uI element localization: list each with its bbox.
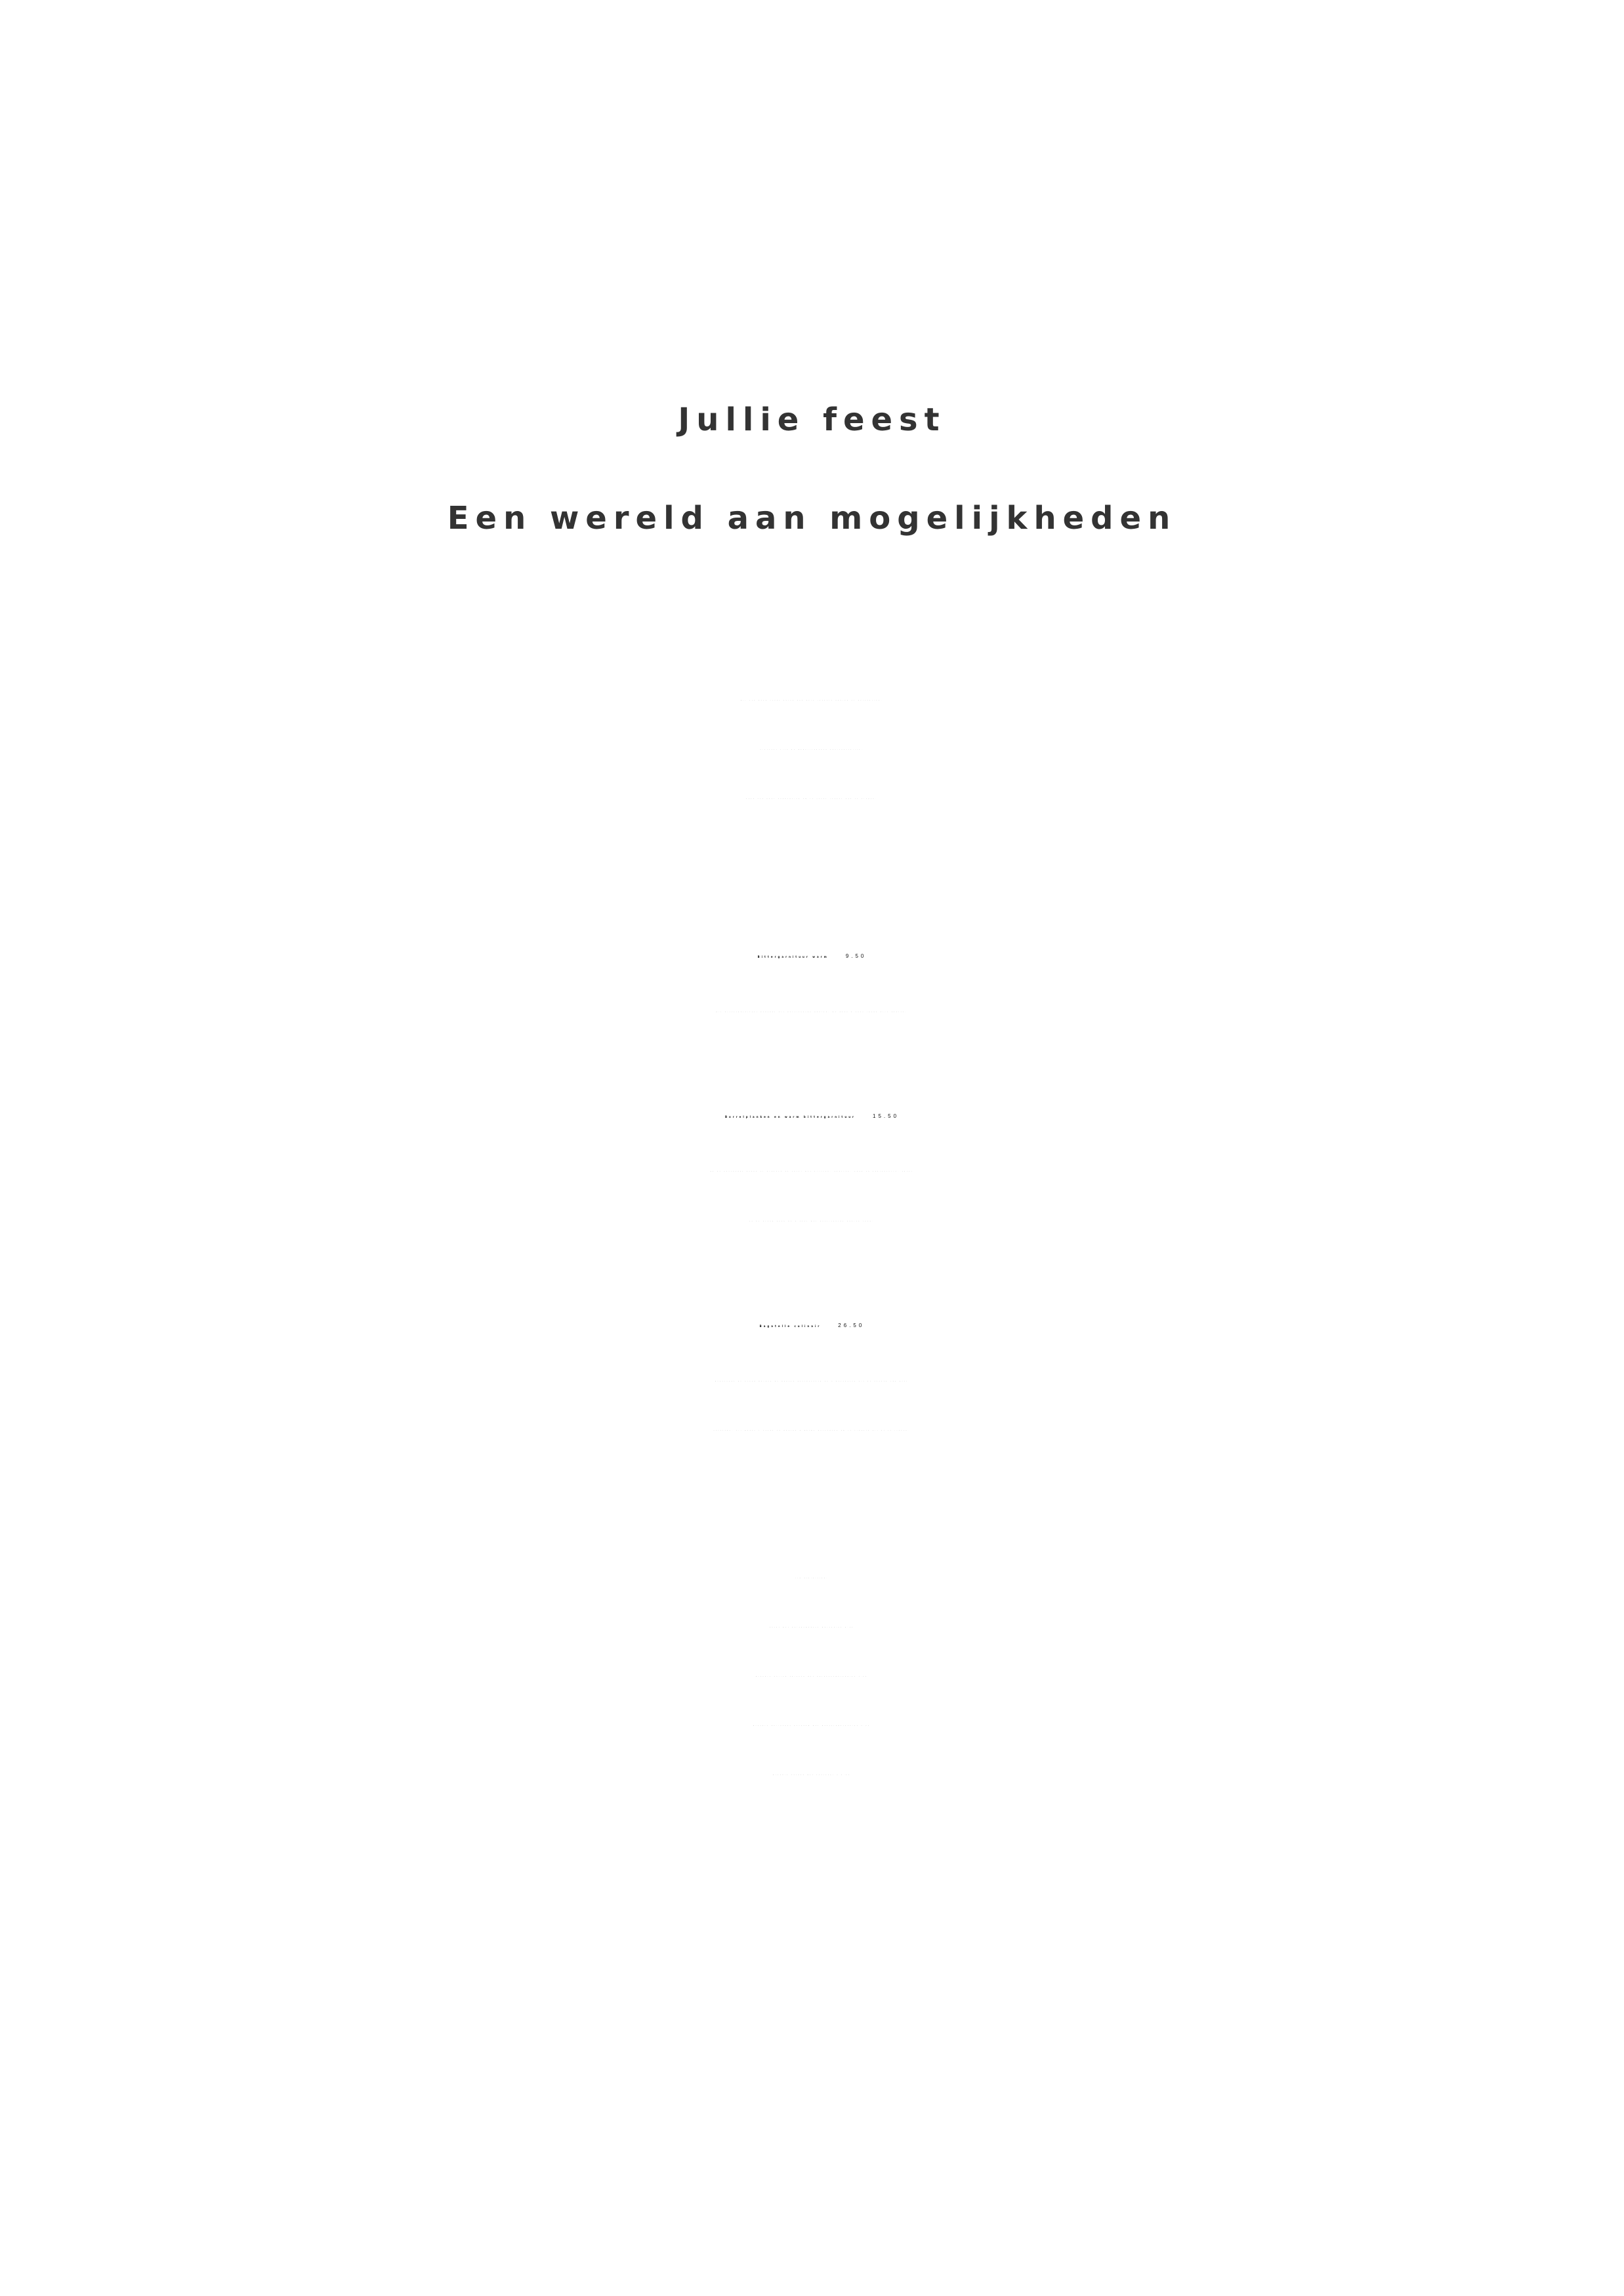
menu-item-heading (0, 953, 1624, 959)
menu-item-description: Dit bittergarnituur bestaat uit gefrituurde hapjes. We gaan 5 keer langs alle gasten. (716, 1012, 908, 1013)
menu-item-price: 9.50 (845, 953, 867, 959)
intro-line-3: Toch een paar suggesties om je feest lekker aan te kleden. (746, 799, 878, 800)
menu-item-price: 26.50 (838, 1322, 865, 1328)
closing-heading: Als afsluiting: (795, 1578, 829, 1579)
menu-item-description: op de avond gaan we 3 keer met gefrituurde hapjes rond. (749, 1221, 875, 1222)
menu-item-name: Borrelplanken en warm bittergarnituur (724, 1115, 856, 1118)
closing-option: Broodje Sallandse beenham met mosterdmayonaise 7,00 (753, 1726, 871, 1727)
closing-option: Broodje Hotdog met zuurkool € 7,00 (773, 1775, 851, 1776)
menu-item-heading (0, 1322, 1624, 1328)
menu-item-name: Bittergarnituur warm (757, 955, 829, 958)
menu-item-price: 15.50 (873, 1113, 900, 1119)
page-subtitle: Een wereld aan mogelijkheden (447, 500, 1177, 537)
menu-item-heading (0, 1113, 1624, 1119)
page-title: Jullie feest (678, 401, 946, 438)
menu-item-name: Bagatelle culinair (759, 1324, 822, 1328)
